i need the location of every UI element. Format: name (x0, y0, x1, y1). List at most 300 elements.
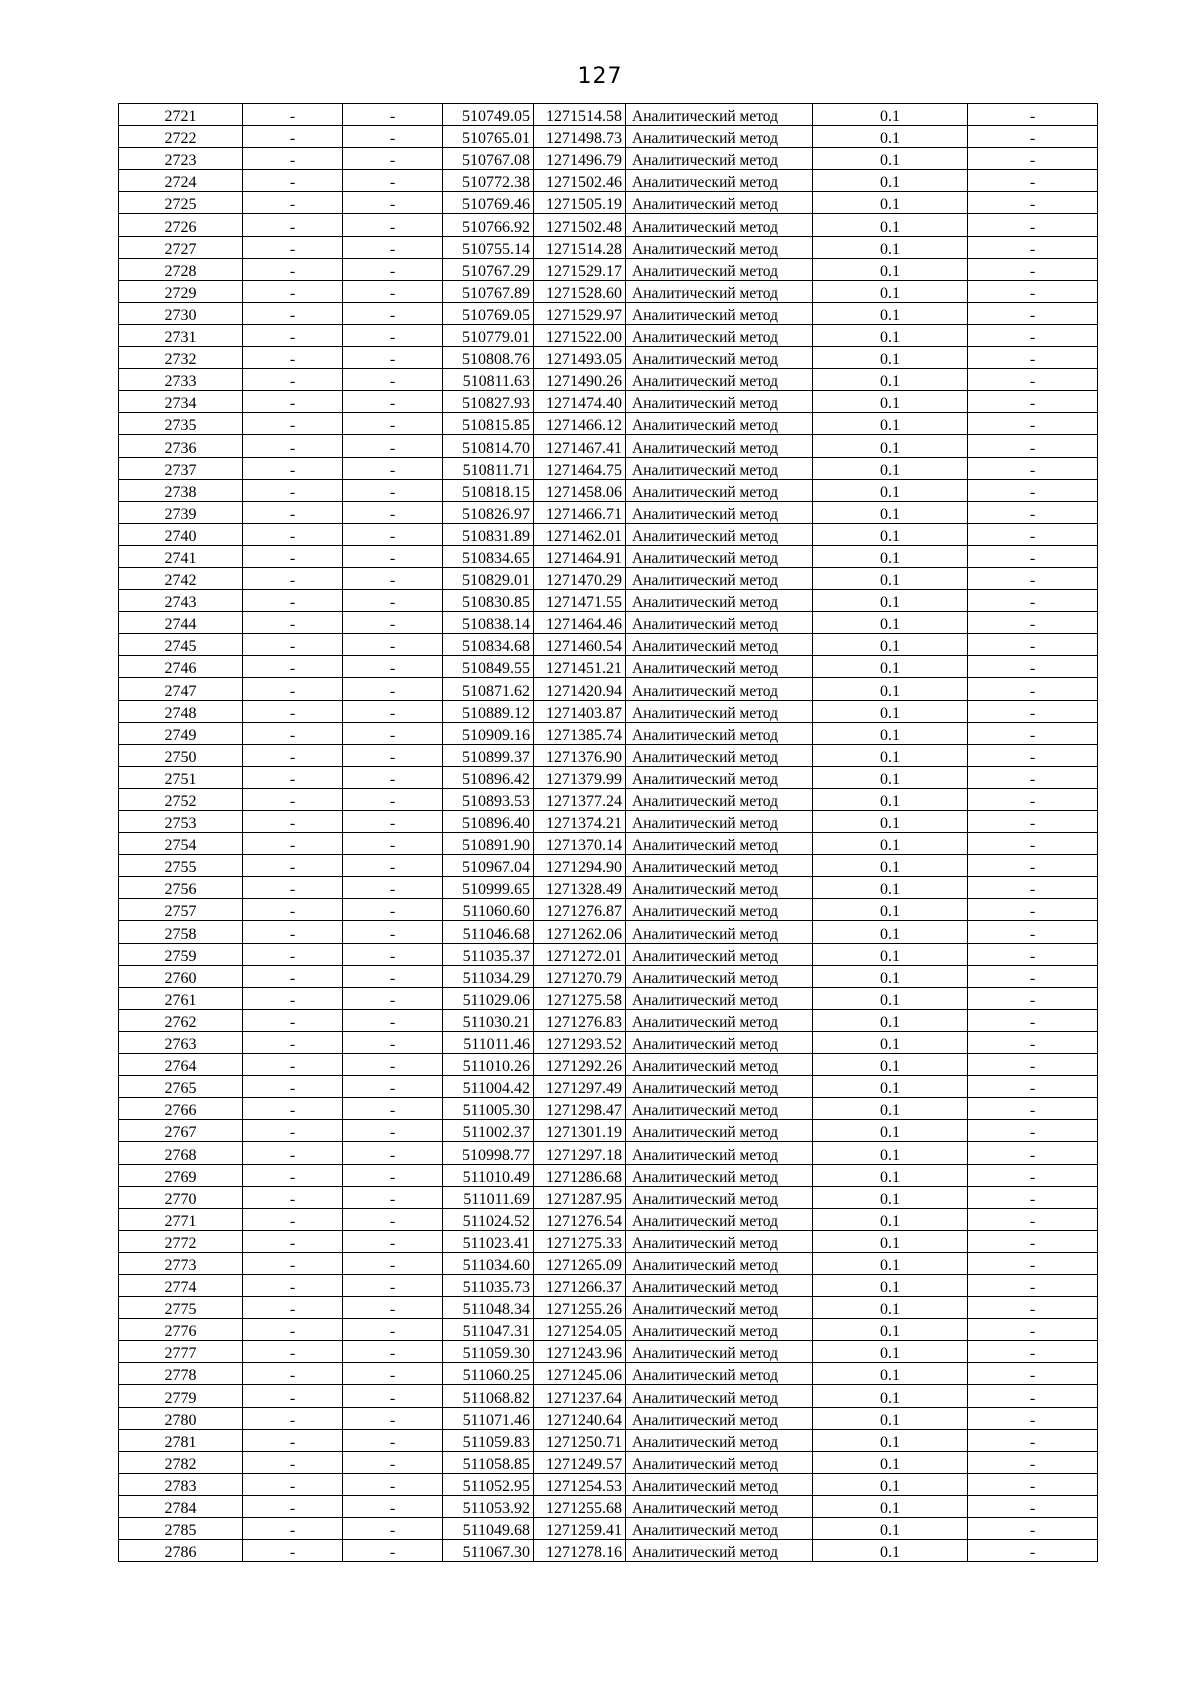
table-row (119, 1186, 1098, 1208)
y-coordinate-cell: 1271502.48 (534, 214, 626, 236)
accuracy-cell: 0.1 (813, 170, 968, 192)
point-number-cell: 2764 (119, 1054, 243, 1076)
accuracy-cell: 0.1 (813, 1031, 968, 1053)
point-number-cell: 2755 (119, 855, 243, 877)
method-cell: Аналитический метод (626, 833, 813, 855)
table-row (119, 877, 1098, 899)
accuracy-cell: 0.1 (813, 1142, 968, 1164)
y-coordinate-cell: 1271528.60 (534, 280, 626, 302)
accuracy-cell: 0.1 (813, 258, 968, 280)
table-row (119, 811, 1098, 833)
x-coordinate-cell: 510834.65 (443, 545, 534, 567)
dash-cell-a: - (243, 590, 343, 612)
table-row (119, 590, 1098, 612)
table-row (119, 236, 1098, 258)
dash-cell-c: - (968, 104, 1098, 126)
x-coordinate-cell: 511029.06 (443, 987, 534, 1009)
method-cell: Аналитический метод (626, 1495, 813, 1517)
dash-cell-c: - (968, 1252, 1098, 1274)
y-coordinate-cell: 1271529.17 (534, 258, 626, 280)
x-coordinate-cell: 511046.68 (443, 921, 534, 943)
y-coordinate-cell: 1271514.58 (534, 104, 626, 126)
x-coordinate-cell: 510829.01 (443, 567, 534, 589)
accuracy-cell: 0.1 (813, 413, 968, 435)
dash-cell-a: - (243, 1009, 343, 1031)
point-number-cell: 2742 (119, 567, 243, 589)
method-cell: Аналитический метод (626, 324, 813, 346)
dash-cell-a: - (243, 413, 343, 435)
y-coordinate-cell: 1271462.01 (534, 523, 626, 545)
dash-cell-b: - (343, 744, 443, 766)
dash-cell-b: - (343, 634, 443, 656)
x-coordinate-cell: 510830.85 (443, 590, 534, 612)
y-coordinate-cell: 1271254.05 (534, 1319, 626, 1341)
point-number-cell: 2775 (119, 1297, 243, 1319)
dash-cell-a: - (243, 1407, 343, 1429)
dash-cell-b: - (343, 1319, 443, 1341)
x-coordinate-cell: 511034.29 (443, 965, 534, 987)
dash-cell-a: - (243, 788, 343, 810)
x-coordinate-cell: 510767.29 (443, 258, 534, 280)
x-coordinate-cell: 511004.42 (443, 1076, 534, 1098)
table-row (119, 1473, 1098, 1495)
dash-cell-b: - (343, 877, 443, 899)
method-cell: Аналитический метод (626, 1518, 813, 1540)
dash-cell-b: - (343, 457, 443, 479)
table-row (119, 1495, 1098, 1517)
accuracy-cell: 0.1 (813, 1540, 968, 1562)
point-number-cell: 2762 (119, 1009, 243, 1031)
accuracy-cell: 0.1 (813, 1451, 968, 1473)
method-cell: Аналитический метод (626, 1009, 813, 1031)
method-cell: Аналитический метод (626, 1540, 813, 1562)
y-coordinate-cell: 1271259.41 (534, 1518, 626, 1540)
y-coordinate-cell: 1271297.49 (534, 1076, 626, 1098)
x-coordinate-cell: 511059.30 (443, 1341, 534, 1363)
x-coordinate-cell: 511034.60 (443, 1252, 534, 1274)
dash-cell-a: - (243, 1297, 343, 1319)
table-row (119, 369, 1098, 391)
dash-cell-a: - (243, 1274, 343, 1296)
x-coordinate-cell: 510871.62 (443, 678, 534, 700)
dash-cell-b: - (343, 1274, 443, 1296)
x-coordinate-cell: 511002.37 (443, 1120, 534, 1142)
dash-cell-b: - (343, 1495, 443, 1517)
point-number-cell: 2739 (119, 501, 243, 523)
accuracy-cell: 0.1 (813, 1518, 968, 1540)
dash-cell-a: - (243, 1473, 343, 1495)
x-coordinate-cell: 510831.89 (443, 523, 534, 545)
y-coordinate-cell: 1271266.37 (534, 1274, 626, 1296)
point-number-cell: 2776 (119, 1319, 243, 1341)
dash-cell-c: - (968, 1495, 1098, 1517)
method-cell: Аналитический метод (626, 788, 813, 810)
dash-cell-c: - (968, 391, 1098, 413)
method-cell: Аналитический метод (626, 1363, 813, 1385)
method-cell: Аналитический метод (626, 1319, 813, 1341)
point-number-cell: 2747 (119, 678, 243, 700)
method-cell: Аналитический метод (626, 1120, 813, 1142)
point-number-cell: 2750 (119, 744, 243, 766)
dash-cell-c: - (968, 678, 1098, 700)
dash-cell-a: - (243, 811, 343, 833)
point-number-cell: 2733 (119, 369, 243, 391)
table-row (119, 1385, 1098, 1407)
x-coordinate-cell: 510998.77 (443, 1142, 534, 1164)
dash-cell-a: - (243, 1098, 343, 1120)
x-coordinate-cell: 510838.14 (443, 612, 534, 634)
accuracy-cell: 0.1 (813, 523, 968, 545)
accuracy-cell: 0.1 (813, 634, 968, 656)
dash-cell-a: - (243, 192, 343, 214)
dash-cell-b: - (343, 479, 443, 501)
table-row (119, 347, 1098, 369)
table-row (119, 1363, 1098, 1385)
dash-cell-c: - (968, 1363, 1098, 1385)
accuracy-cell: 0.1 (813, 1009, 968, 1031)
dash-cell-a: - (243, 612, 343, 634)
point-number-cell: 2732 (119, 347, 243, 369)
method-cell: Аналитический метод (626, 126, 813, 148)
dash-cell-c: - (968, 413, 1098, 435)
point-number-cell: 2744 (119, 612, 243, 634)
y-coordinate-cell: 1271376.90 (534, 744, 626, 766)
y-coordinate-cell: 1271370.14 (534, 833, 626, 855)
accuracy-cell: 0.1 (813, 965, 968, 987)
table-row (119, 148, 1098, 170)
dash-cell-c: - (968, 1274, 1098, 1296)
dash-cell-c: - (968, 148, 1098, 170)
accuracy-cell: 0.1 (813, 214, 968, 236)
method-cell: Аналитический метод (626, 943, 813, 965)
y-coordinate-cell: 1271529.97 (534, 302, 626, 324)
dash-cell-c: - (968, 700, 1098, 722)
point-number-cell: 2782 (119, 1451, 243, 1473)
dash-cell-a: - (243, 126, 343, 148)
dash-cell-c: - (968, 987, 1098, 1009)
y-coordinate-cell: 1271287.95 (534, 1186, 626, 1208)
dash-cell-b: - (343, 766, 443, 788)
dash-cell-c: - (968, 744, 1098, 766)
point-number-cell: 2780 (119, 1407, 243, 1429)
x-coordinate-cell: 511053.92 (443, 1495, 534, 1517)
method-cell: Аналитический метод (626, 214, 813, 236)
method-cell: Аналитический метод (626, 302, 813, 324)
dash-cell-a: - (243, 855, 343, 877)
accuracy-cell: 0.1 (813, 1230, 968, 1252)
y-coordinate-cell: 1271502.46 (534, 170, 626, 192)
table-row (119, 1208, 1098, 1230)
dash-cell-c: - (968, 612, 1098, 634)
table-row (119, 457, 1098, 479)
dash-cell-b: - (343, 302, 443, 324)
dash-cell-a: - (243, 634, 343, 656)
dash-cell-a: - (243, 943, 343, 965)
dash-cell-a: - (243, 1142, 343, 1164)
method-cell: Аналитический метод (626, 1186, 813, 1208)
table-row (119, 700, 1098, 722)
x-coordinate-cell: 511047.31 (443, 1319, 534, 1341)
dash-cell-c: - (968, 921, 1098, 943)
method-cell: Аналитический метод (626, 1164, 813, 1186)
dash-cell-b: - (343, 1385, 443, 1407)
dash-cell-c: - (968, 1230, 1098, 1252)
method-cell: Аналитический метод (626, 192, 813, 214)
dash-cell-a: - (243, 1230, 343, 1252)
point-number-cell: 2761 (119, 987, 243, 1009)
y-coordinate-cell: 1271522.00 (534, 324, 626, 346)
dash-cell-b: - (343, 1120, 443, 1142)
method-cell: Аналитический метод (626, 1208, 813, 1230)
point-number-cell: 2726 (119, 214, 243, 236)
y-coordinate-cell: 1271514.28 (534, 236, 626, 258)
table-row (119, 126, 1098, 148)
dash-cell-b: - (343, 1076, 443, 1098)
dash-cell-a: - (243, 1319, 343, 1341)
x-coordinate-cell: 510811.71 (443, 457, 534, 479)
dash-cell-a: - (243, 1054, 343, 1076)
y-coordinate-cell: 1271385.74 (534, 722, 626, 744)
point-number-cell: 2767 (119, 1120, 243, 1142)
dash-cell-c: - (968, 1208, 1098, 1230)
dash-cell-a: - (243, 391, 343, 413)
table-row (119, 1297, 1098, 1319)
point-number-cell: 2753 (119, 811, 243, 833)
dash-cell-a: - (243, 236, 343, 258)
y-coordinate-cell: 1271374.21 (534, 811, 626, 833)
x-coordinate-cell: 511048.34 (443, 1297, 534, 1319)
point-number-cell: 2785 (119, 1518, 243, 1540)
dash-cell-a: - (243, 1164, 343, 1186)
point-number-cell: 2779 (119, 1385, 243, 1407)
point-number-cell: 2746 (119, 656, 243, 678)
method-cell: Аналитический метод (626, 590, 813, 612)
y-coordinate-cell: 1271292.26 (534, 1054, 626, 1076)
accuracy-cell: 0.1 (813, 391, 968, 413)
accuracy-cell: 0.1 (813, 811, 968, 833)
table-row (119, 1429, 1098, 1451)
method-cell: Аналитический метод (626, 104, 813, 126)
x-coordinate-cell: 511059.83 (443, 1429, 534, 1451)
point-number-cell: 2769 (119, 1164, 243, 1186)
table-row (119, 1076, 1098, 1098)
table-row (119, 965, 1098, 987)
dash-cell-c: - (968, 1142, 1098, 1164)
dash-cell-b: - (343, 612, 443, 634)
x-coordinate-cell: 511052.95 (443, 1473, 534, 1495)
dash-cell-a: - (243, 567, 343, 589)
accuracy-cell: 0.1 (813, 877, 968, 899)
method-cell: Аналитический метод (626, 766, 813, 788)
accuracy-cell: 0.1 (813, 1076, 968, 1098)
x-coordinate-cell: 510909.16 (443, 722, 534, 744)
point-number-cell: 2758 (119, 921, 243, 943)
dash-cell-b: - (343, 1009, 443, 1031)
dash-cell-b: - (343, 1473, 443, 1495)
accuracy-cell: 0.1 (813, 192, 968, 214)
point-number-cell: 2741 (119, 545, 243, 567)
table-row (119, 391, 1098, 413)
y-coordinate-cell: 1271377.24 (534, 788, 626, 810)
accuracy-cell: 0.1 (813, 1341, 968, 1363)
dash-cell-a: - (243, 1495, 343, 1517)
dash-cell-c: - (968, 369, 1098, 391)
dash-cell-b: - (343, 987, 443, 1009)
x-coordinate-cell: 511023.41 (443, 1230, 534, 1252)
method-cell: Аналитический метод (626, 1076, 813, 1098)
x-coordinate-cell: 510815.85 (443, 413, 534, 435)
dash-cell-a: - (243, 1186, 343, 1208)
method-cell: Аналитический метод (626, 855, 813, 877)
y-coordinate-cell: 1271276.87 (534, 899, 626, 921)
accuracy-cell: 0.1 (813, 744, 968, 766)
method-cell: Аналитический метод (626, 1031, 813, 1053)
x-coordinate-cell: 510896.42 (443, 766, 534, 788)
dash-cell-c: - (968, 1054, 1098, 1076)
y-coordinate-cell: 1271301.19 (534, 1120, 626, 1142)
accuracy-cell: 0.1 (813, 1297, 968, 1319)
y-coordinate-cell: 1271496.79 (534, 148, 626, 170)
method-cell: Аналитический метод (626, 1098, 813, 1120)
y-coordinate-cell: 1271237.64 (534, 1385, 626, 1407)
table-row (119, 1142, 1098, 1164)
y-coordinate-cell: 1271294.90 (534, 855, 626, 877)
accuracy-cell: 0.1 (813, 501, 968, 523)
table-row (119, 1054, 1098, 1076)
y-coordinate-cell: 1271420.94 (534, 678, 626, 700)
table-row (119, 567, 1098, 589)
dash-cell-c: - (968, 833, 1098, 855)
dash-cell-c: - (968, 855, 1098, 877)
table-row (119, 302, 1098, 324)
dash-cell-b: - (343, 501, 443, 523)
method-cell: Аналитический метод (626, 1142, 813, 1164)
dash-cell-a: - (243, 280, 343, 302)
point-number-cell: 2740 (119, 523, 243, 545)
point-number-cell: 2751 (119, 766, 243, 788)
table-row (119, 1451, 1098, 1473)
page-number: 127 (577, 64, 623, 89)
accuracy-cell: 0.1 (813, 1495, 968, 1517)
point-number-cell: 2724 (119, 170, 243, 192)
x-coordinate-cell: 510818.15 (443, 479, 534, 501)
table-row (119, 899, 1098, 921)
method-cell: Аналитический метод (626, 811, 813, 833)
x-coordinate-cell: 510755.14 (443, 236, 534, 258)
dash-cell-b: - (343, 192, 443, 214)
dash-cell-b: - (343, 1451, 443, 1473)
dash-cell-b: - (343, 523, 443, 545)
table-row (119, 413, 1098, 435)
accuracy-cell: 0.1 (813, 1429, 968, 1451)
dash-cell-c: - (968, 236, 1098, 258)
dash-cell-b: - (343, 833, 443, 855)
x-coordinate-cell: 510769.46 (443, 192, 534, 214)
dash-cell-a: - (243, 744, 343, 766)
point-number-cell: 2745 (119, 634, 243, 656)
dash-cell-b: - (343, 567, 443, 589)
y-coordinate-cell: 1271467.41 (534, 435, 626, 457)
dash-cell-b: - (343, 722, 443, 744)
dash-cell-b: - (343, 435, 443, 457)
dash-cell-a: - (243, 170, 343, 192)
dash-cell-b: - (343, 391, 443, 413)
dash-cell-a: - (243, 1208, 343, 1230)
accuracy-cell: 0.1 (813, 1385, 968, 1407)
table-row (119, 833, 1098, 855)
dash-cell-b: - (343, 943, 443, 965)
y-coordinate-cell: 1271297.18 (534, 1142, 626, 1164)
method-cell: Аналитический метод (626, 545, 813, 567)
y-coordinate-cell: 1271262.06 (534, 921, 626, 943)
accuracy-cell: 0.1 (813, 479, 968, 501)
dash-cell-b: - (343, 678, 443, 700)
dash-cell-b: - (343, 788, 443, 810)
point-number-cell: 2737 (119, 457, 243, 479)
x-coordinate-cell: 511005.30 (443, 1098, 534, 1120)
method-cell: Аналитический метод (626, 347, 813, 369)
x-coordinate-cell: 510896.40 (443, 811, 534, 833)
point-number-cell: 2763 (119, 1031, 243, 1053)
dash-cell-a: - (243, 1252, 343, 1274)
method-cell: Аналитический метод (626, 1054, 813, 1076)
y-coordinate-cell: 1271243.96 (534, 1341, 626, 1363)
dash-cell-a: - (243, 1451, 343, 1473)
point-number-cell: 2721 (119, 104, 243, 126)
accuracy-cell: 0.1 (813, 1407, 968, 1429)
y-coordinate-cell: 1271493.05 (534, 347, 626, 369)
accuracy-cell: 0.1 (813, 302, 968, 324)
dash-cell-a: - (243, 987, 343, 1009)
accuracy-cell: 0.1 (813, 943, 968, 965)
x-coordinate-cell: 510899.37 (443, 744, 534, 766)
dash-cell-c: - (968, 1407, 1098, 1429)
method-cell: Аналитический метод (626, 523, 813, 545)
point-number-cell: 2722 (119, 126, 243, 148)
dash-cell-a: - (243, 347, 343, 369)
y-coordinate-cell: 1271255.68 (534, 1495, 626, 1517)
point-number-cell: 2760 (119, 965, 243, 987)
table-row (119, 1407, 1098, 1429)
table-row (119, 788, 1098, 810)
y-coordinate-cell: 1271498.73 (534, 126, 626, 148)
table-row (119, 501, 1098, 523)
dash-cell-a: - (243, 104, 343, 126)
dash-cell-a: - (243, 722, 343, 744)
x-coordinate-cell: 511060.25 (443, 1363, 534, 1385)
y-coordinate-cell: 1271276.83 (534, 1009, 626, 1031)
dash-cell-b: - (343, 811, 443, 833)
x-coordinate-cell: 511024.52 (443, 1208, 534, 1230)
point-number-cell: 2754 (119, 833, 243, 855)
point-number-cell: 2768 (119, 1142, 243, 1164)
dash-cell-c: - (968, 1518, 1098, 1540)
dash-cell-a: - (243, 1031, 343, 1053)
accuracy-cell: 0.1 (813, 1164, 968, 1186)
method-cell: Аналитический метод (626, 678, 813, 700)
dash-cell-b: - (343, 280, 443, 302)
table-row (119, 987, 1098, 1009)
table-row (119, 324, 1098, 346)
accuracy-cell: 0.1 (813, 899, 968, 921)
dash-cell-b: - (343, 1518, 443, 1540)
table-row (119, 192, 1098, 214)
method-cell: Аналитический метод (626, 722, 813, 744)
x-coordinate-cell: 510808.76 (443, 347, 534, 369)
table-row (119, 766, 1098, 788)
method-cell: Аналитический метод (626, 987, 813, 1009)
dash-cell-c: - (968, 590, 1098, 612)
